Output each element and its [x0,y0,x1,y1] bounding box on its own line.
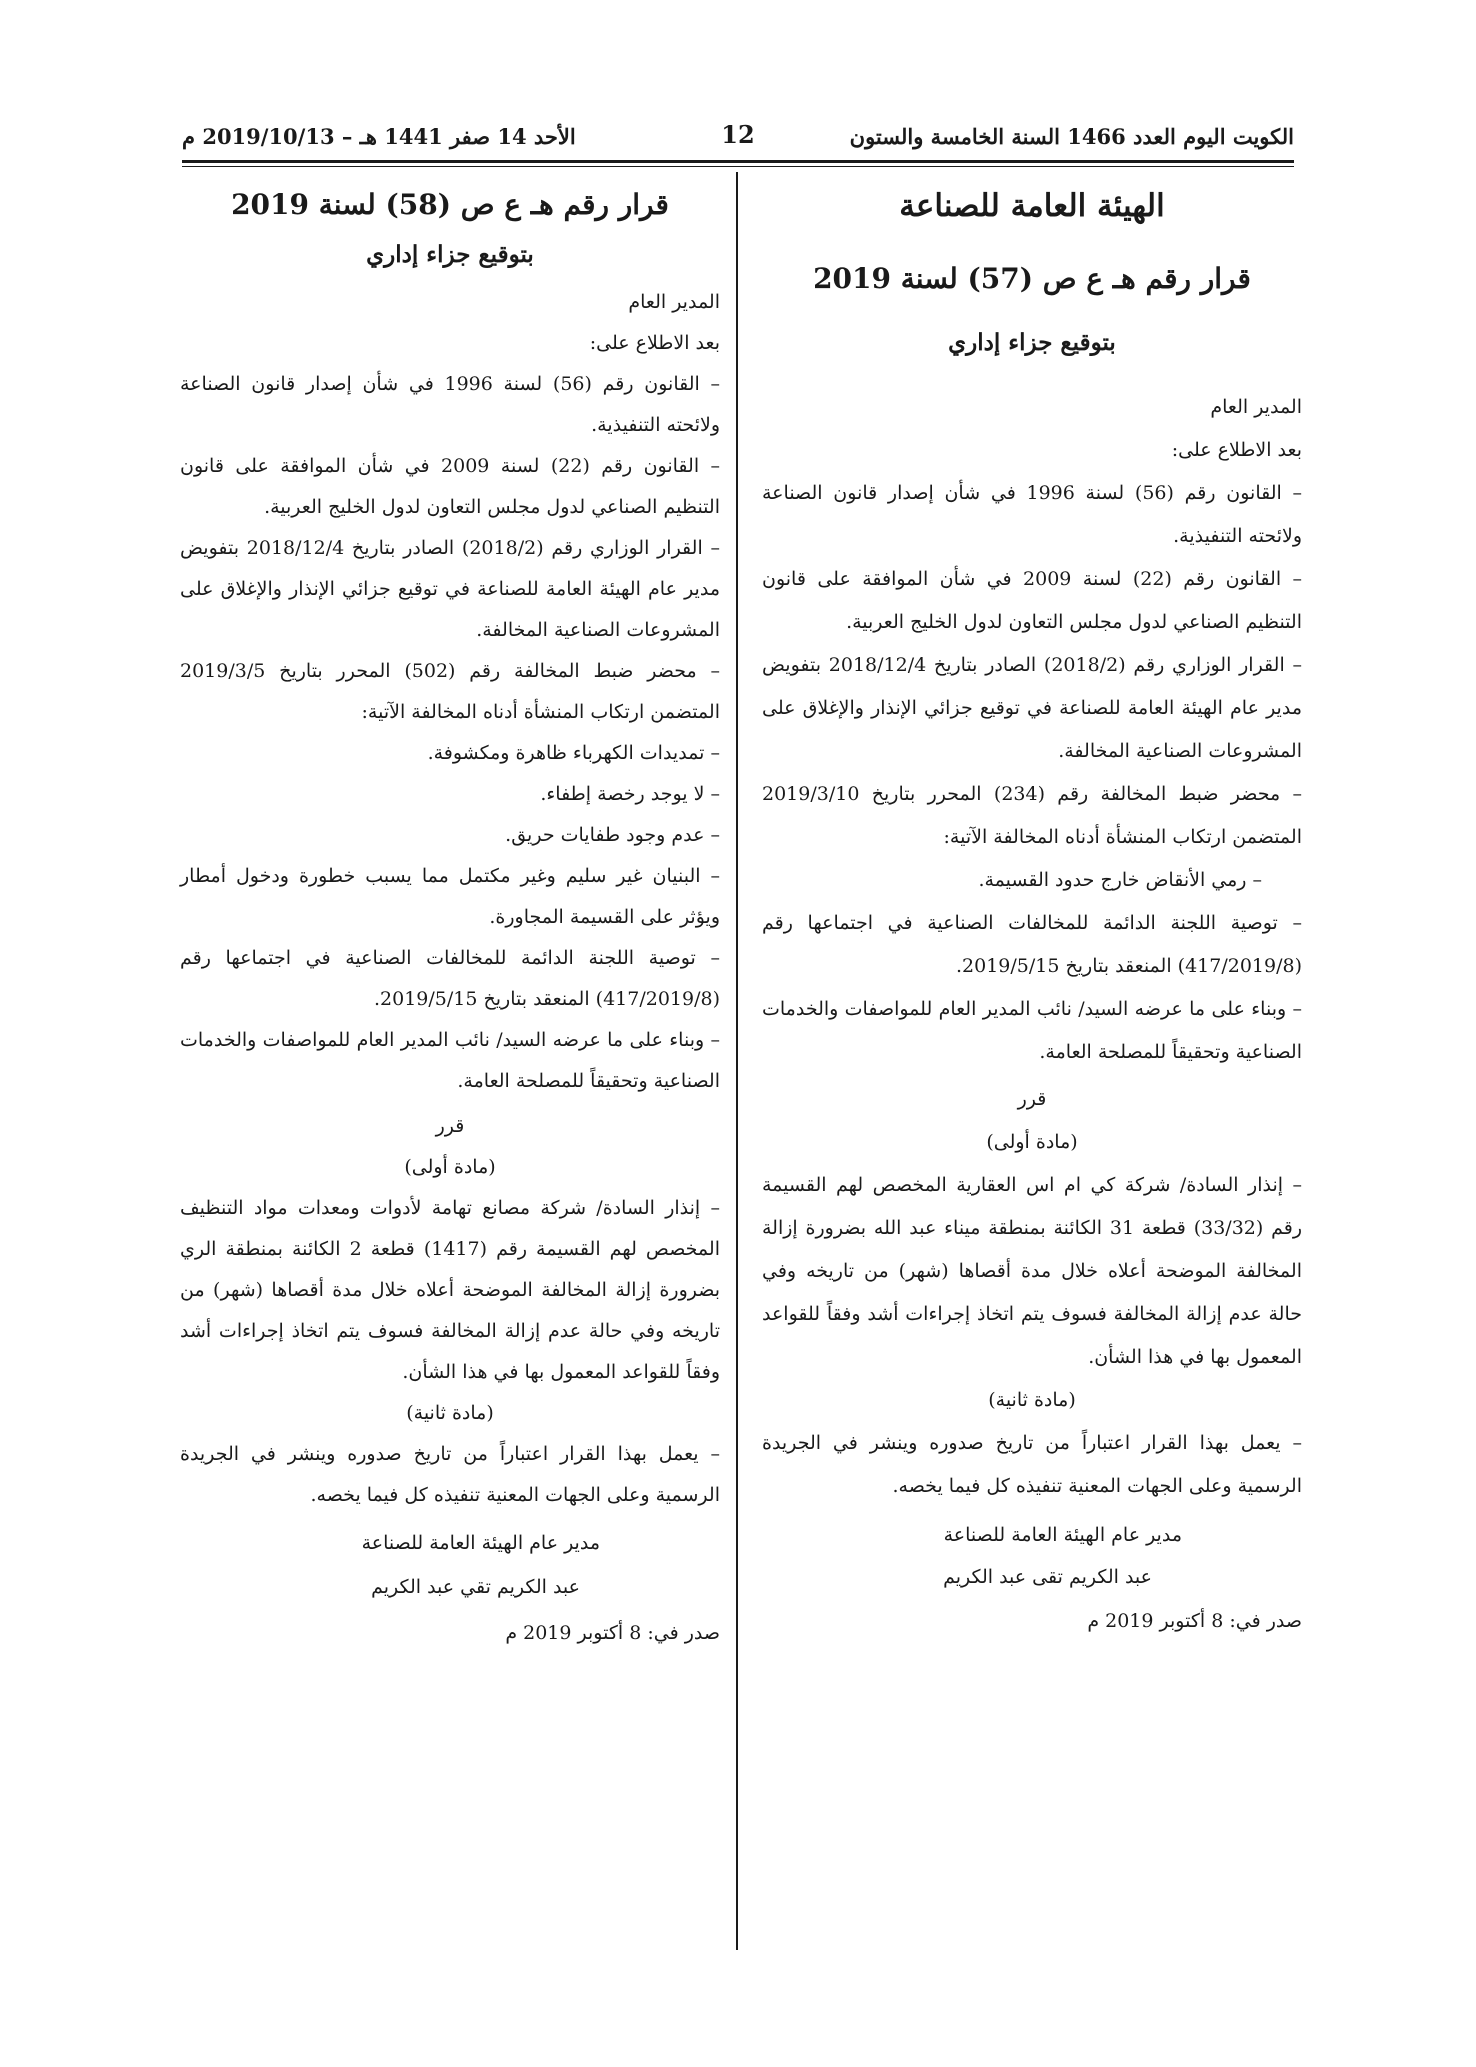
violation-item: – تمديدات الكهرباء ظاهرة ومكشوفة. [427,742,720,764]
clause-law-56: – القانون رقم (56) لسنة 1996 في شأن إصدار قانون الصناعة ولائحته التنفيذية. [762,482,1302,547]
clause-ministerial-decision: – القرار الوزاري رقم (2018/2) الصادر بتاريخ 2018/12/4 بتفويض مدير عام الهيئة العامة للصناعة في توقيع جزائي الإنذار والإغلاق على المشروعات الصناعية المخالفة. [180,537,720,641]
after-review-label: بعد الاطلاع على: [589,332,720,354]
clause-committee-recommendation: – توصية اللجنة الدائمة للمخالفات الصناعية في اجتماعها رقم (417/2019/8) المنعقد بتاريخ 2019/5/15. [762,912,1302,977]
article-one-label: (مادة أولى) [986,1131,1078,1153]
after-review-label: بعد الاطلاع على: [1171,439,1302,461]
clause-law-22: – القانون رقم (22) لسنة 2009 في شأن الموافقة على قانون التنظيم الصناعي لدول مجلس التعاون لدول الخليج العربية. [180,455,720,518]
header-rule [182,160,1294,163]
decision-subtitle: بتوقيع جزاء إداري [366,241,534,268]
running-header [182,118,1294,158]
director-label: المدير العام [1210,396,1302,418]
signatory-title: مدير عام الهيئة العامة للصناعة [361,1532,600,1554]
article-one-text: – إنذار السادة/ شركة مصانع تهامة لأدوات ومعدات مواد التنظيف المخصص لهم القسيمة رقم (1417) قطعة 2 الكائنة بمنطقة الري بضرورة إزالة المخالفة الموضحة أعلاه خلال مدة أقصاها (شهر) من تاريخه وفي حالة عدم إزالة المخالفة فسوف يتم اتخاذ إجراءات أشد وفقاً للقواعد المعمول بها في هذا الشأن. [180,1197,720,1383]
violation-item: – رمي الأنقاض خارج حدود القسيمة. [978,869,1262,891]
director-label: المدير العام [628,291,720,313]
column-divider [736,172,738,1950]
decided-label: قرر [1017,1088,1047,1110]
header-rule-thin [182,166,1294,167]
article-one-text: – إنذار السادة/ شركة كي ام اس العقارية المخصص لهم القسيمة رقم (33/32) قطعة 31 الكائنة بمنطقة ميناء عبد الله بضرورة إزالة المخالفة الموضحة أعلاه خلال مدة أقصاها (شهر) من تاريخه وفي حالة عدم إزالة المخالفة فسوف يتم اتخاذ إجراءات أشد وفقاً للقواعد المعمول بها في هذا الشأن. [762,1174,1303,1368]
article-two-label: (مادة ثانية) [988,1389,1076,1411]
signatory-title: مدير عام الهيئة العامة للصناعة [943,1524,1182,1546]
clause-law-56: – القانون رقم (56) لسنة 1996 في شأن إصدار قانون الصناعة ولائحته التنفيذية. [180,373,720,436]
signatory-name: عبد الكريم تقى عبد الكريم [943,1566,1152,1588]
decision-57-column [762,180,1302,1632]
article-two-label: (مادة ثانية) [406,1402,494,1424]
header-issue-info: الكويت اليوم العدد 1466 السنة الخامسة والستون [849,124,1294,149]
decision-subtitle: بتوقيع جزاء إداري [948,329,1116,356]
decision-title: قرار رقم هـ ع ص (58) لسنة 2019 [231,188,669,221]
header-date: الأحد 14 صفر 1441 هـ – 2019/10/13 م [182,124,576,149]
signatory-name: عبد الكريم تقي عبد الكريم [371,1576,580,1598]
clause-law-22: – القانون رقم (22) لسنة 2009 في شأن الموافقة على قانون التنظيم الصناعي لدول مجلس التعاون لدول الخليج العربية. [762,568,1302,633]
agency-heading: الهيئة العامة للصناعة [899,188,1165,224]
decided-label: قرر [435,1115,465,1137]
clause-ministerial-decision: – القرار الوزاري رقم (2018/2) الصادر بتاريخ 2018/12/4 بتفويض مدير عام الهيئة العامة للصناعة في توقيع جزائي الإنذار والإغلاق على المشروعات الصناعية المخالفة. [762,654,1302,762]
violation-item: – لا يوجد رخصة إطفاء. [540,783,720,805]
clause-committee-recommendation: – توصية اللجنة الدائمة للمخالفات الصناعية في اجتماعها رقم (417/2019/8) المنعقد بتاريخ 2019/5/15. [180,947,720,1010]
clause-violation-report: – محضر ضبط المخالفة رقم (234) المحرر بتاريخ 2019/3/10 المتضمن ارتكاب المنشأة أدناه المخالفة الآتية: [762,783,1302,848]
page-number: 12 [721,120,755,149]
decision-58-column [180,180,720,1644]
article-one-label: (مادة أولى) [404,1156,496,1178]
violation-item: – البنيان غير سليم وغير مكتمل مما يسبب خطورة ودخول أمطار ويؤثر على القسيمة المجاورة. [180,865,720,928]
clause-violation-report: – محضر ضبط المخالفة رقم (502) المحرر بتاريخ 2019/3/5 المتضمن ارتكاب المنشأة أدناه المخالفة الآتية: [180,660,720,723]
issue-date: صدر في: 8 أكتوبر 2019 م [1087,1610,1302,1632]
decision-title: قرار رقم هـ ع ص (57) لسنة 2019 [813,262,1251,295]
issue-date: صدر في: 8 أكتوبر 2019 م [505,1622,720,1644]
article-two-text: – يعمل بهذا القرار اعتباراً من تاريخ صدوره وينشر في الجريدة الرسمية وعلى الجهات المعنية تنفيذه كل فيما يخصه. [180,1443,720,1506]
violation-item: – عدم وجود طفايات حريق. [505,824,720,846]
clause-deputy-presentation: – وبناء على ما عرضه السيد/ نائب المدير العام للمواصفات والخدمات الصناعية وتحقيقاً للمصلحة العامة. [762,998,1302,1063]
clause-deputy-presentation: – وبناء على ما عرضه السيد/ نائب المدير العام للمواصفات والخدمات الصناعية وتحقيقاً للمصلحة العامة. [180,1029,720,1092]
article-two-text: – يعمل بهذا القرار اعتباراً من تاريخ صدوره وينشر في الجريدة الرسمية وعلى الجهات المعنية تنفيذه كل فيما يخصه. [762,1432,1302,1497]
